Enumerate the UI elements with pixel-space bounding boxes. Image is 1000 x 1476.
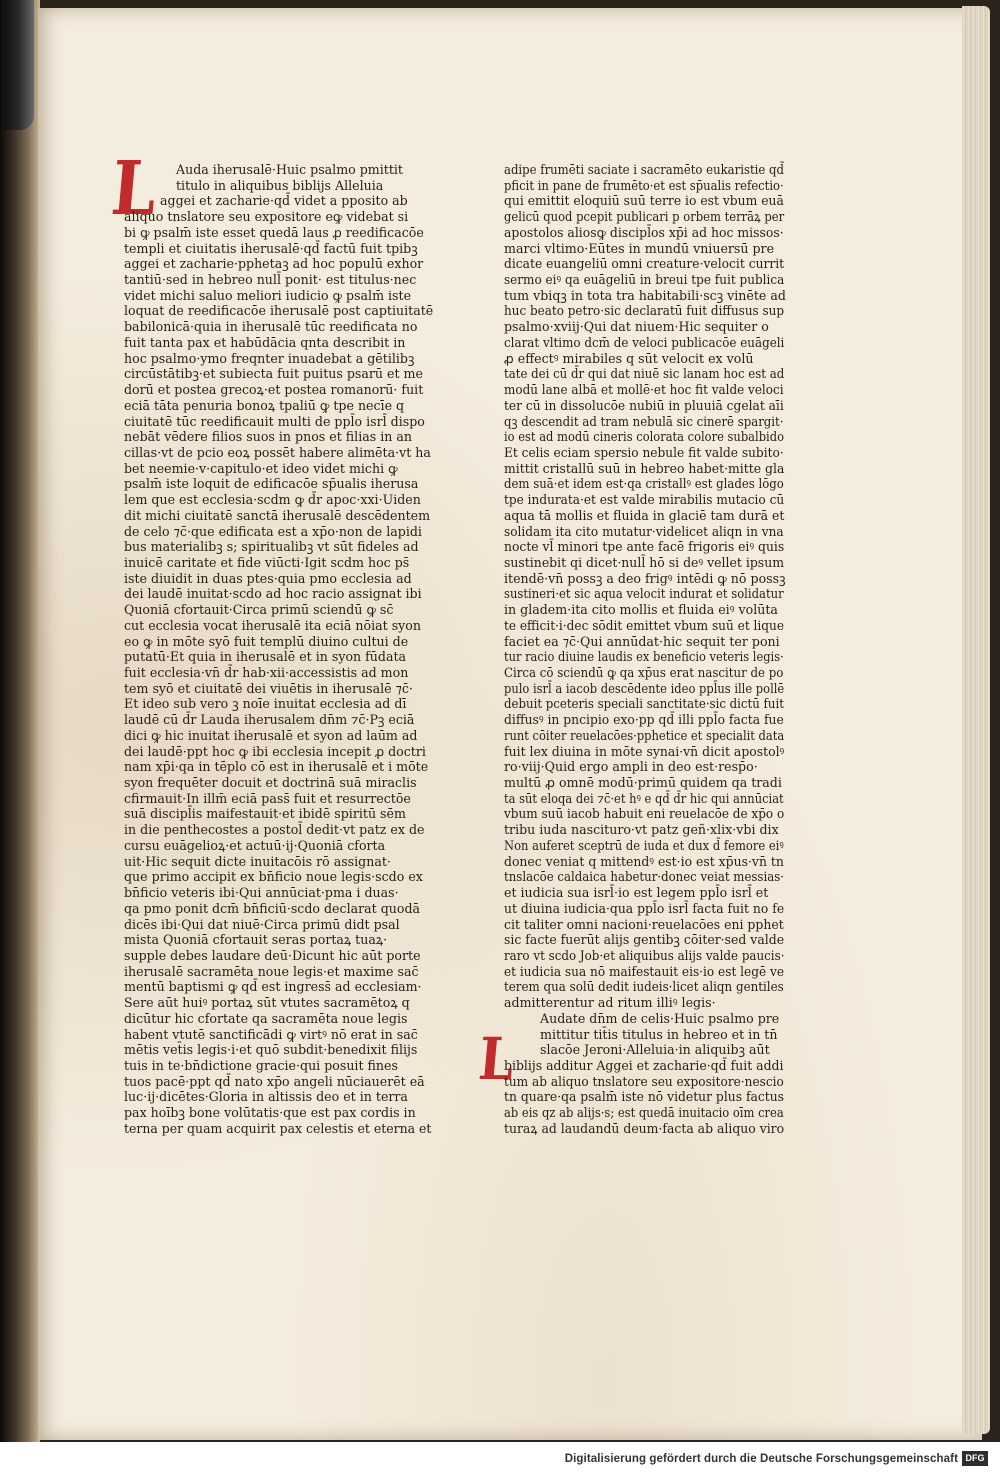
text-line: cursu euāgelioꝝ·et actuū·ij·Quoniā cforta <box>124 837 386 853</box>
text-line: sermo eiꝰ qa euāgeliū in breui tpe fuit publica <box>504 272 785 288</box>
text-line: tn quare·qa psalm̄ iste nō videtur plus factus <box>504 1089 784 1105</box>
text-line: dici ꝙ hic inuitat iherusalē et syon ad laūm ad <box>124 727 418 743</box>
text-line: ciuitatē tūc reedificauit multi de ppl̄o isrl̄ dispo <box>124 413 425 429</box>
text-line: psalm̄ iste loquit de edificacōe sp̄ualis iherusa <box>124 476 419 492</box>
text-line: clarat vltimo dcm̄ de veloci publicacōe euāgeli <box>504 334 785 350</box>
text-line: tantiū·sed in hebreo null̄ ponit· est titulus·nec <box>124 272 417 288</box>
text-line: nocte vl̄ minori tpe ante facē frigoris eiꝰ quis <box>504 539 785 555</box>
text-line: fuit lex diuina in mōte synai·vn̄ dicit apostolꝰ <box>504 743 785 759</box>
text-line: templi et ciuitatis iherusalē·qd̄ factū fuit tpibꝫ <box>124 240 418 256</box>
text-line: Sere aūt huiꝰ portaꝝ sūt vtutes sacramētoꝝ q <box>124 995 410 1011</box>
text-line: diffusꝰ in pncipio exo·pp qd̄ illi ppl̄o facta fue <box>504 712 784 728</box>
page-fore-edge <box>962 6 990 1434</box>
text-line: tem syō et ciuitatē dei viuētis in iherusalē ⁊c̄· <box>124 680 413 696</box>
text-line: solidam ita cito mutatur·videlicet aliqn in vna <box>504 523 784 539</box>
text-line: Auda iherusalē·Huic psalmo pmittit <box>176 162 403 177</box>
text-line: in gladem·ita cito mollis et fluida eiꝰ volūta <box>504 602 778 618</box>
text-line: mētis vet̄is legis·i·et quō subdit·benedixit filijs <box>124 1042 418 1058</box>
text-line: debuit pceteris speciali sanctitate·sic dictū fuit <box>504 696 784 712</box>
text-line: mittit cristallū suū in hebreo habet·mitte gla <box>504 460 785 476</box>
text-line: itendē·vn̄ possꝫ a deo frigꝰ intēdi ꝙ nō possꝫ <box>504 570 786 586</box>
text-line: lem que est ecclesia·scdm ꝙ d̄r apoc·xxi·Uiden <box>124 492 421 508</box>
text-line: ꝓ effectꝰ mirabiles q sūt velocit ex volū <box>504 350 754 366</box>
text-line: te efficit·i·dec sōdit emittet vbum suū et lique <box>504 617 785 633</box>
text-line: ab eis qz ab alijs·s; est quedā inuitacio oīm crea <box>504 1105 784 1121</box>
text-line: biblijs additur Aggei et zacharie·qd̄ fuit addi <box>504 1057 784 1073</box>
text-line: sustinebit qi dicet·null̄ hō si deꝰ vellet ipsum <box>504 554 785 570</box>
text-line: Et ideo sub vero ꝫ noīe inuitat ecclesia ad dī <box>124 696 407 712</box>
text-line: cut ecclesia vocat iherusalē ita eciā nōiat syon <box>124 617 421 633</box>
text-line: cit taliter omni nacioni·reuelacōes eni pphet <box>504 916 784 932</box>
text-line: tuos pacē·ppt qd̄ nato xp̄o angeli nūciauerēt eā <box>124 1073 425 1089</box>
text-column-left <box>124 162 434 1137</box>
text-line: donec veniat q mittendꝰ est·io est xp̄us·vn̄ tn <box>504 853 784 869</box>
text-line: luc·ij·dicētes·Gloria in altissis deo et in terra <box>124 1089 408 1105</box>
text-line: eo ꝙ in mōte syō fuit templū diuino cultui de <box>124 633 409 649</box>
text-line: huc beato petro·sic declaratū fuit diffusus sup <box>504 303 785 319</box>
text-line: tnslacōe caldaica habetur·donec veiat messias· <box>504 869 785 885</box>
text-line: hoc psalmo·ymo freqnter inuadebat a gētilibꝫ <box>124 350 415 366</box>
text-line: laudē cū d̄r Lauda iherusalem dn̄m ⁊c̄·Pꝫ eciā <box>124 712 415 728</box>
text-line: tum vbiqꝫ in tota tra habitabili·scꝫ vinēte ad <box>504 287 786 303</box>
text-line: babilonicā·quia in iherusalē tūc reedificata no <box>124 319 418 335</box>
text-line: adipe frumēti saciate i sacramēto eukaristie qd̄ <box>504 162 784 177</box>
text-line: suā discipl̄is maifestauit·et ibidē spiritū sēm <box>124 806 406 822</box>
text-line: gelicū quod pcepit publicari p orbem terrāꝝ per <box>504 209 785 225</box>
text-line: iherusalē sacramēta noue legis·et maxime sac̄ <box>124 963 419 979</box>
text-line: tpe indurata·et est valde mirabilis mutacio cū <box>504 492 785 508</box>
text-line: ro·viij·Quid ergo ampli in deo est·resp̄o· <box>504 759 758 775</box>
text-line: fuit ecclesia·vn̄ d̄r hab·xii·accessistis ad mon <box>124 665 409 680</box>
text-line: cfirmauit·In illm̄ eciā pass̄ fuit et resurrectōe <box>124 790 411 806</box>
book-spine <box>4 0 34 130</box>
text-line: turaꝝ ad laudandū deum·facta ab aliquo viro <box>504 1120 785 1136</box>
text-line: runt cōiter reuelacōes·pphetice et specialit data <box>504 727 785 743</box>
text-line: sic facte fuerūt alijs gentibꝫ cōiter·sed valde <box>504 932 785 948</box>
text-line: supple debes laudare deū·Dicunt hic aūt porte <box>124 947 421 963</box>
text-line: et iudicia sua nō maifestauit eis·io est legē ve <box>504 963 785 979</box>
text-line: bus materialibꝫ s; spiritualibꝫ vt sūt fideles ad <box>124 539 419 555</box>
text-line: sustineri·et sic aqua velocit indurat et solidatur <box>504 586 784 602</box>
text-line: nebāt vēdere filios suos in pnos et filias in an <box>124 429 412 445</box>
text-line: qa pmo ponit dcm̄ bn̄ficiū·scdo declarat quodā <box>124 900 421 916</box>
text-line: Non auferet sceptrū de iuda et dux d̄ femore eiꝰ <box>504 837 784 853</box>
text-line: dicēs ibi·Qui dat niuē·Circa primū didt psal <box>124 916 400 932</box>
text-line: dicūtur hic cfortate qa sacramēta noue legis <box>124 1010 408 1026</box>
text-line: aggei et zacharie·pphetaꝫ ad hoc populū exhor <box>124 256 424 272</box>
text-line: Audate dn̄m de celis·Huic psalmo pre <box>540 1010 780 1026</box>
text-line: pax hoībꝫ bone volūtatis·que est pax cordis in <box>124 1105 416 1121</box>
text-line: psalmo·xviij·Qui dat niuem·Hic sequiter o <box>504 319 769 335</box>
text-line: circūstātibꝫ·et subiecta fuit puitus psarū et me <box>124 366 423 382</box>
text-line: faciet ea ⁊c̄·Qui annūdat·hic sequit ter poni <box>504 633 780 649</box>
rubricated-initial-right: L <box>476 1025 517 1093</box>
text-line: raro vt scdo Job·et aliquibus alijs valde paucis· <box>504 947 785 963</box>
text-line: dei laudē·ppt hoc ꝙ ibi ecclesia incepit ꝓ doctri <box>124 743 426 759</box>
text-line: tuis in te·bn̄dictione gracie·qui posuit fines <box>124 1057 398 1073</box>
text-line: mittitur tit̄is titulus in hebreo et in tn̄ <box>540 1026 778 1042</box>
text-line: loquat de reedificacōe iherusalē post captiuitatē <box>124 303 434 319</box>
text-line: terna per quam acquirit pax celestis et eterna et <box>124 1120 432 1136</box>
text-line: et iudicia sua isrl̄·io est legem ppl̄o isrl̄ et <box>504 885 769 901</box>
text-line: habent vtutē sanctificādi ꝙ virtꝰ nō erat in sac̄ <box>124 1026 418 1042</box>
text-line: pficit in pane de frumēto·et est sp̄ualis refectio· <box>504 177 784 193</box>
text-line: dorū et postea grecoꝝ·et postea romanorū· fuit <box>124 382 424 398</box>
text-line: aliquo tnslatore seu expositore eꝙ videbat si <box>124 209 409 225</box>
text-column-right <box>504 162 786 1137</box>
text-line: tate dei cū d̄r qui dat niuē sic lanam hoc est ad <box>504 366 785 382</box>
text-line: tum ab aliquo tnslatore seu expositore·nescio <box>504 1073 784 1089</box>
text-line: bet neemie·v·capitulo·et ideo videt michi ꝙ <box>124 460 398 476</box>
text-line: io est ad modū cineris colorata colore subalbido <box>504 429 784 445</box>
text-line: iste diuidit in duas ptes·quia pmo ecclesia ad <box>124 570 412 586</box>
text-line: Quoniā cfortauit·Circa primū sciendū ꝙ sc̄ <box>124 602 394 618</box>
text-line: eciā tāta penuria bonoꝝ tpaliū ꝙ tpe necīe q <box>124 397 405 413</box>
text-line: que primo accipit ex bn̄ficio noue legis·scdo ex <box>124 869 423 885</box>
text-line: vbum suū iacob habuit eni reuelacōe de xp̄o o <box>504 806 785 822</box>
text-line: tur racio diuine laudis ex beneficio veteris legis· <box>504 649 784 665</box>
text-line: ter cū in dissolucōe nubiū in pluuiā cgelat aīi <box>504 397 784 413</box>
text-line: tribu iuda nascituro·vt patz geñ·xlix·vbi dix <box>504 822 779 838</box>
text-line: videt michi saluo meliori iudicio ꝙ psalm̄ iste <box>124 287 412 303</box>
text-line: de celo ⁊c̄·que edificata est a xp̄o·non de lapidi <box>124 523 422 539</box>
text-line: mentū baptismi ꝙ qd̄ est ingress̄ ad ecclesiam· <box>124 979 422 995</box>
rubricated-initial-left: L <box>108 146 160 232</box>
text-line: modū lane albā et mollē·et hoc fit valde veloci <box>504 382 784 398</box>
text-line: cillas·vt de pcio eoꝝ possēt habere alimēta·vt ha <box>124 444 431 460</box>
text-line: nam xp̄i·qa in tēplo cō est in iherusalē et i mōte <box>124 759 429 775</box>
text-line: marci vltimo·Eūtes in mundū vniuersū pre <box>504 240 775 256</box>
text-line: multū ꝓ omnē modū·primū quidem qa tradi <box>504 775 782 791</box>
funding-credit: Digitalisierung gefördert durch die Deutsche Forschungsgemeinschaft <box>564 1453 958 1465</box>
text-line: bi ꝙ psalm̄ iste esset quedā laus ꝓ reedificacōe <box>124 224 424 240</box>
text-line: Et celis eciam spersio nebule fit valde subito· <box>504 444 784 460</box>
text-line: uit·Hic sequit dicte inuitacōis rō assignat· <box>124 853 391 869</box>
text-line: in die penthecostes a postol̄ dedit·vt patz ex de <box>124 822 425 838</box>
text-line: qꝫ descendit ad tram nebulā sic cinerē spargit· <box>504 413 784 429</box>
text-line: admitterentur ad ritum illiꝰ legis· <box>504 995 716 1011</box>
text-line: titulo in aliquibus biblijs Alleluia <box>176 177 384 193</box>
text-line: dei laudē inuitat·scdo ad hoc racio assignat ibi <box>124 586 422 602</box>
book-binding-edge <box>0 0 40 1476</box>
dfg-logo: DFG <box>962 1451 988 1466</box>
text-line: ta sūt eloqa dei ⁊c̄·et hꝰ e qd̄ d̄r hic qui annūciat <box>504 790 784 806</box>
text-line: ut diuina iudicia·qua ppl̄o isrl̄ facta fuit no fe <box>504 900 785 916</box>
text-line: syon frequēter docuit et doctrinā suā miraclis <box>124 775 417 791</box>
text-line: aqua tā mollis et fluida in glaciē tam durā et <box>504 507 785 523</box>
text-line: bn̄ficio veteris ibi·Qui annūciat·pma i duas· <box>124 885 399 901</box>
text-line: slacōe Jeroni·Alleluia·in aliquibꝫ aūt <box>540 1042 770 1058</box>
text-line: inuicē caritate et fide viūcti·Igit scdm hoc ps̄ <box>124 554 410 570</box>
text-line: putatū·Et quia in iherusalē et in syon fūdata <box>124 649 407 665</box>
text-line: apostolos aliosꝙ discipl̄os xp̄i ad hoc missos· <box>504 224 784 240</box>
text-line: terem qua solū dedit iudeis·licet aliqn gentiles <box>504 979 784 995</box>
text-line: pulo isrl̄ a iacob descēdente ideo ppl̄us ille pollē <box>504 680 785 696</box>
text-line: dem suā·et idem est·qa cristallꝰ est glades lōgo <box>504 476 784 492</box>
text-line: fuit tanta pax et habūdācia qnta describit in <box>124 334 406 350</box>
text-line: aggei et zacharie·qd̄ videt a pposito ab <box>160 193 408 209</box>
text-line: mista Quoniā cfortauit seras portaꝝ tuaꝝ· <box>124 932 388 948</box>
text-line: dit michi ciuitatē sanctā iherusalē descēdentem <box>124 507 431 523</box>
text-line: qui emittit eloquiū suū terre io est vbum euā <box>504 193 784 209</box>
text-line: Circa cō sciendū ꝙ qa xp̄us erat nascitur de po <box>504 665 784 680</box>
text-line: dicate euangeliū omni creature·velocit currit <box>504 256 785 272</box>
